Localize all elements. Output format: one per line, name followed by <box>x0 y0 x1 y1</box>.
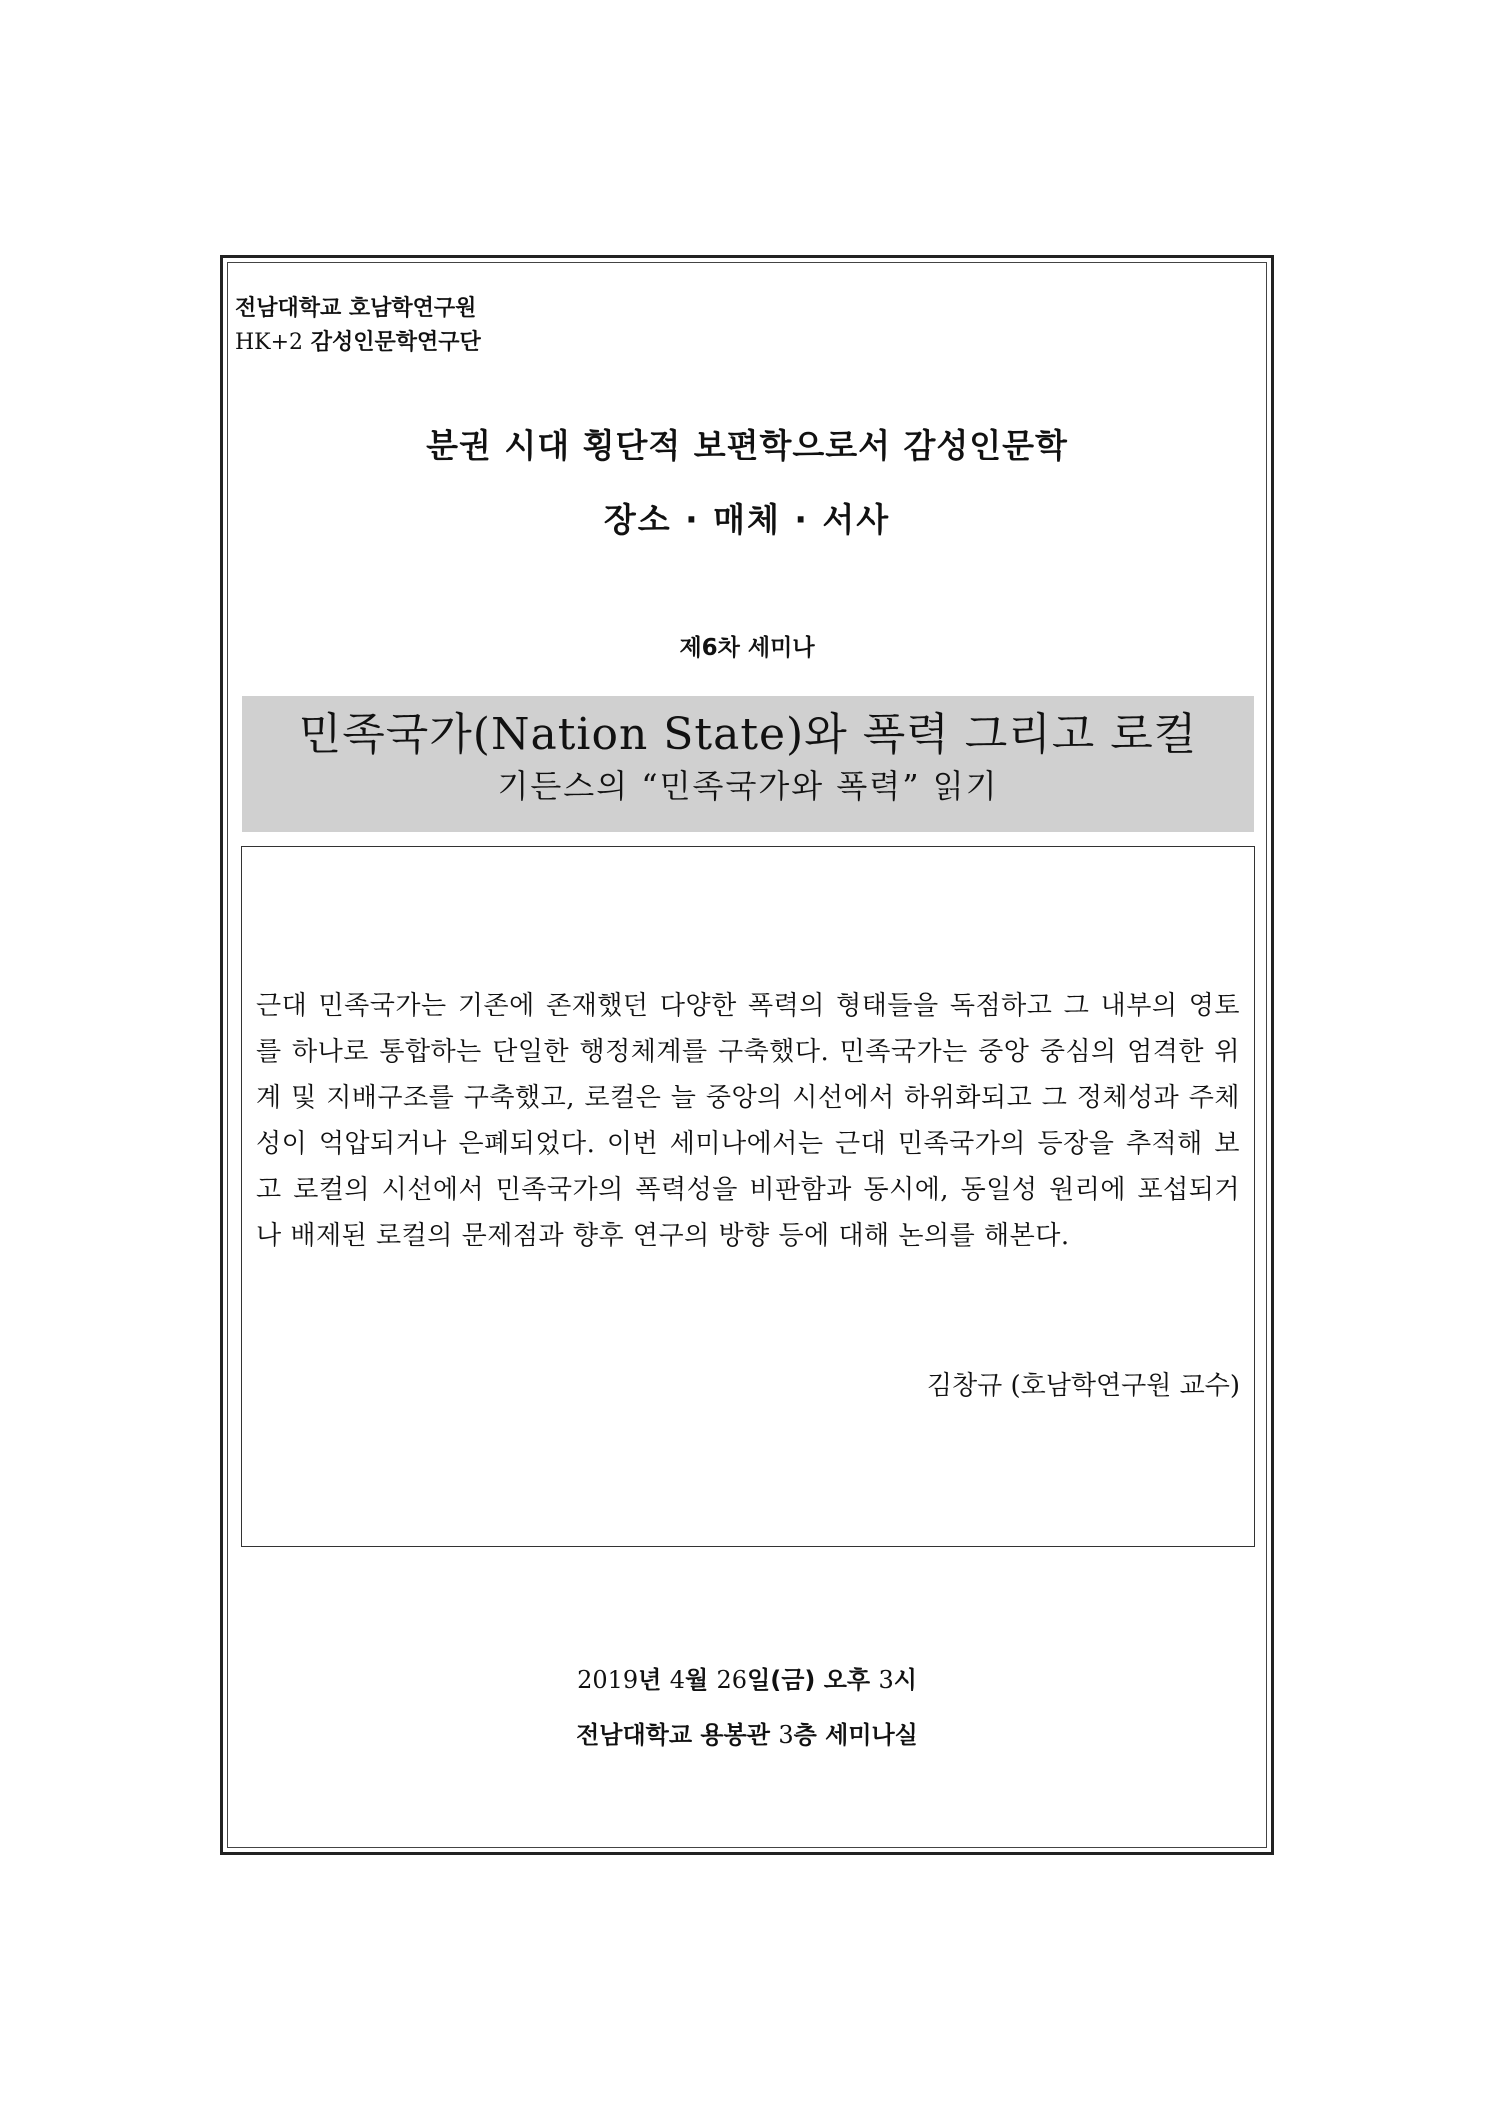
event-hour-unit: 시 <box>893 1666 917 1694</box>
venue-floor: 3 <box>778 1721 794 1749</box>
venue-suffix: 층 세미나실 <box>793 1721 918 1749</box>
event-hour: 3 <box>878 1666 894 1694</box>
event-datetime <box>220 1660 1274 1695</box>
research-group-name <box>235 328 481 358</box>
main-title: 분권 시대 횡단적 보편학으로서 감성인문학 <box>426 426 1068 465</box>
abstract-author: 김창규 (호남학연구원 교수) <box>926 1371 1240 1401</box>
organization-name: 전남대학교 호남학연구원 <box>235 296 477 321</box>
seminar-topic: 민족국가(Nation State)와 폭력 그리고 로컬 <box>298 709 1198 760</box>
seminar-number: 제6차 세미나 <box>679 635 815 661</box>
research-group-label: 감성인문학연구단 <box>303 330 481 355</box>
event-weekday: (금) <box>770 1666 816 1694</box>
seminar-subtitle: 기든스의 “민족국가와 폭력” 읽기 <box>497 767 999 805</box>
event-day: 26 <box>716 1666 748 1694</box>
event-month: 4 <box>669 1666 685 1694</box>
abstract-box <box>241 846 1255 1547</box>
abstract-text: 근대 민족국가는 기존에 존재했던 다양한 폭력의 형태들을 독점하고 그 내부의 영토를 하나로 통합하는 단일한 행정체계를 구축했다. 민족국가는 중앙 중심의 엄격한 위계 및 지배구조를 구축했고, 로컬은 늘 중앙의 시선에서 하위화되고 그 정체성과 주체성이 억압되거나 은폐되었다. 이번 세미나에서는 근대 민족국가의 등장을 추적해 보고 로컬의 시선에서 민족국가의 폭력성을 비판함과 동시에, 동일성 원리에 포섭되거나 배제된 로컬의 문제점과 향후 연구의 방향 등에 대해 논의를 해본다. <box>256 991 1240 1251</box>
event-month-unit: 월 <box>684 1666 717 1694</box>
event-day-unit: 일 <box>747 1666 771 1694</box>
research-group-prefix: HK+2 <box>235 330 304 355</box>
event-year: 2019 <box>577 1666 639 1694</box>
event-venue <box>220 1715 1274 1750</box>
sub-title: 장소 · 매체 · 서사 <box>603 500 891 539</box>
seminar-topic-banner <box>242 696 1254 832</box>
event-time-word: 오후 <box>815 1666 879 1694</box>
event-year-unit: 년 <box>638 1666 670 1694</box>
venue-prefix: 전남대학교 용봉관 <box>576 1721 779 1749</box>
